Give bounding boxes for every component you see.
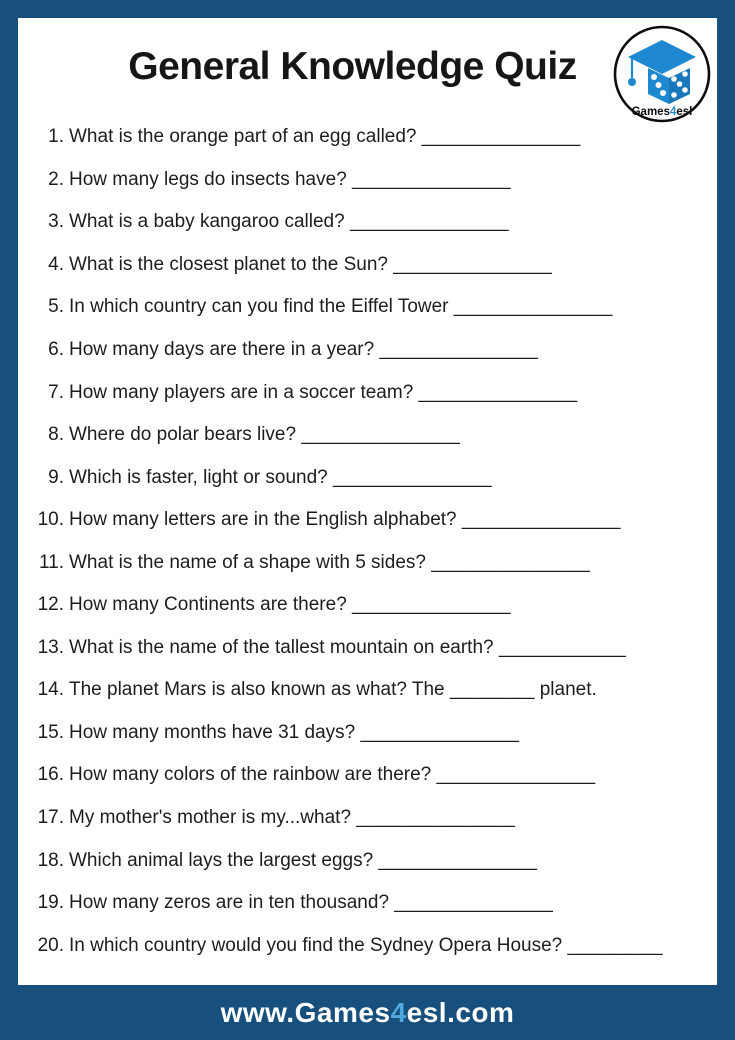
question-row (18, 329, 717, 372)
question-row (18, 244, 717, 287)
question-text: Where do polar bears live? _______________ (69, 424, 460, 446)
question-number: 15. (37, 721, 64, 743)
question-text: How many zeros are in ten thousand? _______________ (69, 892, 553, 914)
question-text: What is the closest planet to the Sun? _______________ (69, 253, 552, 275)
question-text: In which country can you find the Eiffel Tower _______________ (69, 296, 613, 318)
question-number: 20. (37, 934, 64, 956)
question-row (18, 541, 717, 584)
question-row (18, 371, 717, 414)
logo-wordmark: Games4esl (631, 106, 693, 118)
question-text: What is a baby kangaroo called? _______________ (69, 211, 509, 233)
question-number: 9. (48, 466, 64, 488)
question-row (18, 286, 717, 329)
page-title: General Knowledge Quiz (128, 45, 577, 88)
question-number: 17. (37, 807, 64, 829)
question-text: How many colors of the rainbow are there? _______________ (69, 764, 596, 786)
question-row (18, 882, 717, 925)
question-row (18, 201, 717, 244)
question-text: In which country would you find the Sydney Opera House? _________ (69, 934, 663, 956)
question-number: 10. (37, 509, 64, 531)
question-text: How many letters are in the English alphabet? _______________ (69, 509, 621, 531)
question-number: 4. (48, 253, 64, 275)
question-text: What is the name of a shape with 5 sides? _______________ (69, 551, 590, 573)
question-number: 11. (38, 551, 64, 573)
question-text: How many players are in a soccer team? _______________ (69, 381, 578, 403)
question-number: 5. (48, 296, 64, 318)
question-row (18, 414, 717, 457)
question-number: 6. (48, 339, 64, 360)
question-row (18, 584, 717, 627)
question-row (18, 712, 717, 755)
question-text: How many days are there in a year? _______________ (69, 339, 538, 360)
question-text: What is the orange part of an egg called? _______________ (69, 126, 581, 148)
worksheet-sheet (18, 18, 717, 985)
question-number: 7. (48, 381, 64, 403)
question-text: The planet Mars is also known as what? The ________ planet. (69, 679, 597, 701)
question-text: What is the name of the tallest mountain on earth? ____________ (69, 636, 626, 658)
question-text: Which animal lays the largest eggs? _______________ (69, 849, 537, 871)
question-text: How many Continents are there? _______________ (69, 594, 511, 616)
worksheet-header (18, 18, 717, 116)
question-number: 1. (48, 126, 64, 148)
question-row (18, 627, 717, 670)
question-number: 13. (37, 636, 64, 658)
question-row (18, 499, 717, 542)
question-row (18, 159, 717, 202)
question-number: 16. (37, 764, 64, 786)
question-number: 3. (48, 211, 64, 233)
question-row (18, 456, 717, 499)
footer-url: www.Games4esl.com (220, 996, 515, 1028)
question-row (18, 669, 717, 712)
question-text: My mother's mother is my...what? _______________ (69, 807, 515, 829)
question-row (18, 924, 717, 967)
games4esl-logo (610, 24, 714, 124)
question-number: 14. (37, 679, 64, 701)
question-text: Which is faster, light or sound? _______________ (69, 466, 492, 488)
question-text: How many legs do insects have? _______________ (69, 168, 511, 190)
question-row (18, 797, 717, 840)
question-number: 8. (48, 424, 64, 446)
question-row (18, 839, 717, 882)
question-list (18, 116, 717, 967)
question-number: 2. (48, 168, 64, 190)
question-row (18, 754, 717, 797)
question-number: 19. (37, 892, 64, 914)
question-number: 18. (37, 849, 64, 871)
question-text: How many months have 31 days? _______________ (69, 721, 519, 743)
graduation-cap-dice-icon (610, 24, 714, 124)
footer (0, 985, 735, 1040)
question-number: 12. (37, 594, 64, 616)
